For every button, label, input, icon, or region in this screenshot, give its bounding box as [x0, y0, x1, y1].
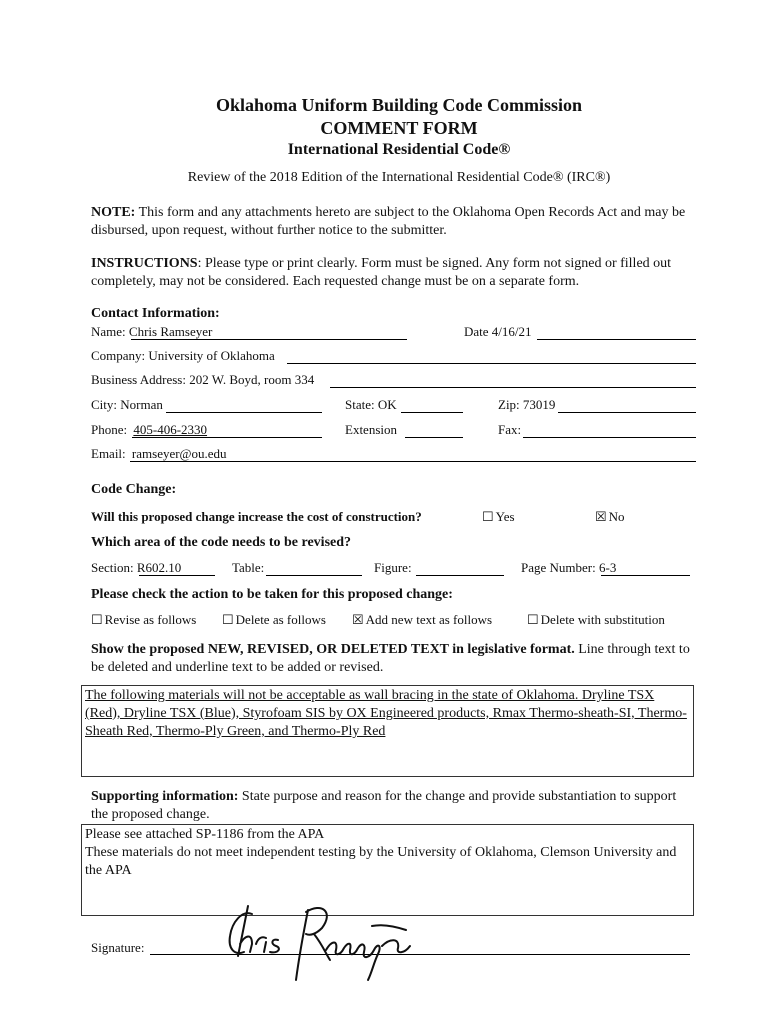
company-label: Company:: [91, 348, 149, 363]
section-underline: [139, 575, 215, 576]
supporting-instruction: [91, 788, 691, 824]
email-underline: [130, 461, 696, 462]
address-value: 202 W. Boyd, room 334: [189, 372, 315, 387]
form-title: COMMENT FORM: [320, 118, 478, 138]
commission-title: Oklahoma Uniform Building Code Commission: [215, 95, 583, 115]
date-underline: [537, 339, 696, 340]
figure-field[interactable]: [374, 560, 412, 576]
zip-label: Zip:: [498, 397, 523, 412]
table-underline: [266, 575, 362, 576]
instructions-label: INSTRUCTIONS: [91, 256, 198, 271]
state-label: State:: [345, 397, 378, 412]
name-underline: [131, 339, 407, 340]
action-question: Please check the action to be taken for this proposed change:: [91, 587, 453, 602]
zip-underline: [558, 412, 696, 413]
page-number-field[interactable]: [521, 560, 616, 576]
page-number-label: Page Number:: [521, 560, 599, 575]
fax-field[interactable]: [498, 422, 521, 438]
note-paragraph: [91, 204, 703, 240]
action-delete[interactable]: [222, 612, 326, 628]
extension-underline: [405, 437, 463, 438]
delete-substitution-label: Delete with substitution: [540, 612, 665, 627]
revise-label: Revise as follows: [104, 612, 197, 627]
state-underline: [401, 412, 463, 413]
no-label: No: [608, 509, 625, 524]
address-label: Business Address:: [91, 372, 190, 387]
instructions-text: : Please type or print clearly. Form must be signed. Any form not signed or filled out completely, may not be considered. Each requested change must be on a separate form.: [91, 256, 672, 289]
zip-value: 73019: [522, 397, 556, 412]
city-field[interactable]: [91, 397, 163, 413]
no-checkbox-icon[interactable]: ☒: [595, 509, 607, 524]
proposed-text-content: The following materials will not be acceptable as wall bracing in the state of Oklahoma. Dryline TSX (Red), Dryline TSX (Blue), Styrofoam SIS by OX Engineered products, Rmax Thermo-sheath-SI, Thermo-Sheath Red, Thermo-Ply Green, and Thermo-Ply Red: [85, 688, 687, 739]
table-field[interactable]: [232, 560, 264, 576]
date-label: Date: [464, 324, 492, 339]
supporting-label: Supporting information:: [91, 789, 239, 804]
date-field[interactable]: [464, 324, 532, 340]
supporting-line-1: Please see attached SP-1186 from the APA: [85, 827, 325, 842]
phone-underline: [132, 437, 322, 438]
action-add-new[interactable]: [352, 612, 492, 628]
action-revise[interactable]: [91, 612, 196, 628]
delete-label: Delete as follows: [235, 612, 326, 627]
state-value: OK: [377, 397, 397, 412]
section-value: R602.10: [136, 560, 182, 575]
company-underline: [287, 363, 696, 364]
note-label: NOTE:: [91, 205, 136, 220]
address-underline: [330, 387, 696, 388]
proposed-text-instruction: [91, 641, 706, 677]
phone-value: 405-406-2330: [133, 422, 208, 437]
name-label: Name:: [91, 324, 129, 339]
delete-substitution-checkbox-icon[interactable]: ☐: [527, 612, 539, 627]
phone-label: Phone:: [91, 422, 131, 437]
area-question: Which area of the code needs to be revised?: [91, 535, 352, 550]
name-field[interactable]: [91, 324, 212, 340]
revise-checkbox-icon[interactable]: ☐: [91, 612, 103, 627]
action-delete-substitution[interactable]: [527, 612, 665, 628]
section-label: Section:: [91, 560, 137, 575]
email-value: ramseyer@ou.edu: [131, 446, 227, 461]
figure-underline: [416, 575, 504, 576]
zip-field[interactable]: [498, 397, 555, 413]
fax-label: Fax:: [498, 422, 522, 437]
proposed-instruction-bold: Show the proposed NEW, REVISED, OR DELETED TEXT in legislative format.: [91, 642, 575, 657]
add-new-label: Add new text as follows: [365, 612, 493, 627]
table-label: Table:: [232, 560, 265, 575]
supporting-text: State purpose and reason for the change and provide substantiation to support the proposed change.: [91, 789, 677, 822]
instructions-paragraph: [91, 255, 703, 291]
city-value: Norman: [120, 397, 163, 412]
city-underline: [166, 412, 322, 413]
signature-field[interactable]: [91, 940, 144, 956]
page-number-value: 6-3: [598, 560, 617, 575]
section-field[interactable]: [91, 560, 181, 576]
code-name: International Residential Code®: [287, 141, 511, 158]
email-label: Email:: [91, 446, 129, 461]
contact-heading: Contact Information:: [91, 306, 220, 321]
email-field[interactable]: [91, 446, 227, 462]
yes-option[interactable]: [482, 509, 515, 525]
no-option[interactable]: [595, 509, 625, 525]
add-new-checkbox-icon[interactable]: ☒: [352, 612, 364, 627]
note-text: This form and any attachments hereto are subject to the Oklahoma Open Records Act and may be disbursed, upon request, without further notice to the submitter.: [91, 205, 686, 238]
delete-checkbox-icon[interactable]: ☐: [222, 612, 234, 627]
signature-label: Signature:: [91, 940, 145, 955]
state-field[interactable]: [345, 397, 397, 413]
phone-field[interactable]: [91, 422, 207, 438]
company-field[interactable]: [91, 348, 275, 364]
supporting-line-2: These materials do not meet independent testing by the University of Oklahoma, Clemson University and the APA: [85, 845, 677, 878]
extension-field[interactable]: [345, 422, 397, 438]
company-value: University of Oklahoma: [148, 348, 275, 363]
city-label: City:: [91, 397, 121, 412]
yes-label: Yes: [495, 509, 515, 524]
proposed-instruction-rest: Line through text to be deleted and underline text to be added or revised.: [91, 642, 690, 675]
review-subtitle: Review of the 2018 Edition of the International Residential Code® (IRC®): [187, 170, 611, 185]
yes-checkbox-icon[interactable]: ☐: [482, 509, 494, 524]
date-value: 4/16/21: [491, 324, 532, 339]
name-value: Chris Ramseyer: [128, 324, 213, 339]
figure-label: Figure:: [374, 560, 412, 575]
fax-underline: [523, 437, 696, 438]
supporting-content: [85, 826, 685, 880]
address-field[interactable]: [91, 372, 314, 388]
page-number-underline: [601, 575, 690, 576]
handwritten-signature: [222, 900, 422, 985]
cost-question: Will this proposed change increase the cost of construction?: [91, 509, 422, 524]
extension-label: Extension: [345, 422, 397, 437]
code-change-heading: Code Change:: [91, 482, 177, 497]
